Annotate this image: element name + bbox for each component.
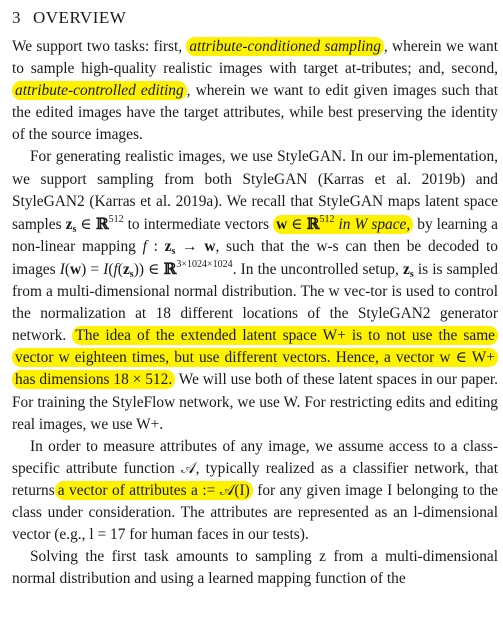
- highlight-attribute-controlled-editing: attribute-controlled editing: [12, 81, 187, 100]
- decode-expression: I: [59, 260, 65, 278]
- paragraph-1: [12, 36, 498, 146]
- w-space-label: in W space,: [334, 215, 411, 233]
- highlight-w-space: w ∈ ℝ$^{512}$ in W space,: [273, 215, 413, 234]
- z-s-symbol-2: $z_s$: [164, 237, 176, 257]
- p1-text-b: , wherein we want to sample high-quality realistic images with target at-tributes; and, second,: [12, 38, 498, 78]
- paragraph-4: [12, 546, 498, 590]
- p1-text-c: , wherein we want to edit given images such that the edited images have the target attributes, while best preserving the identity of the source images.: [12, 82, 498, 144]
- p2-text-e: is sampled from a multi-dimensional normal distribution. The w vec-tor is used to control the normalization at 18 different locations of the StyleGAN2 generator network.: [12, 260, 498, 345]
- paragraph-2: For generating realistic images, we use StyleGAN. In our im-plementation, we support sampling from both StyleGAN (Karras et al. 2019b) and StyleGAN2 (Karras et al. 2019a). We recall that StyleGAN maps latent space samples $z_s$ ∈ ℝ$^{512}$ to intermediate vectors w ∈ ℝ$^{512}$ in W space, by learning a non-linear mapping f : $z_s \to w$, such that the w-s can then be decoded to images $I(w) = I(f(z_s))$ ∈ ℝ$^{3\times 1024\times 1024}$. In the uncontrolled setup, $z_s$ is is sampled from a multi-dimensional normal distribution. The w vec-tor is used to control the normalization at 18 different locations of the StyleGAN2 generator network. The idea of the extended latent space W+ is to not use the same vector w eighteen times, but use different vectors. Hence, a vector w ∈ W+ has dimensions 18 × 512. We will use both of these latent spaces in our paper. For training the StyleFlow network, we use W. For restricting edits and editing real images, we use W+.: [12, 148, 499, 433]
- w-symbol: w: [276, 215, 288, 233]
- highlight-attribute-conditioned-sampling: attribute-conditioned sampling: [186, 37, 384, 56]
- highlight-attribute-vector: a vector of attributes a := 𝒜(I): [55, 481, 253, 500]
- section-heading: [12, 6, 498, 30]
- p3-text-a: In order to measure attributes of any image, we assume access to a class-specific attribute function 𝒜, typically realized as a classifier network, that returns: [12, 437, 498, 499]
- p4-text-a: Solving the first task amounts to sampling z from a multi-dimensional normal distribution and using a learned mapping function of the: [12, 548, 498, 588]
- reals-symbol-2: ℝ: [306, 214, 320, 233]
- p1-text-a: We support two tasks: first,: [12, 38, 187, 55]
- z-s-symbol-3: $z_s$: [402, 260, 414, 280]
- w-dim: 512: [319, 213, 335, 225]
- p2-text-d: . In the uncontrolled setup,: [232, 260, 403, 278]
- p2-text-c: , such that the w-s can then be decoded to images: [12, 237, 498, 278]
- section-number: 3: [12, 8, 21, 27]
- section-title: OVERVIEW: [33, 8, 127, 27]
- p2-text-f: We will use both of these latent spaces in our paper. For training the StyleFlow network, we use W. For restricting edits and editing real images, we use W+.: [12, 371, 499, 433]
- f-symbol: f: [142, 237, 147, 255]
- dim-512: 512: [108, 213, 124, 225]
- p2-text-a: For generating realistic images, we use StyleGAN. In our im-plementation, we support sampling from both StyleGAN (Karras et al. 2019b) and StyleGAN2 (Karras et al. 2019a). We recall that StyleGAN maps latent space samples: [12, 148, 498, 233]
- highlight-extended-latent-space: The idea of the extended latent space W+ is to not use the same vector w eighteen times, but use different vectors. Hence, a vector w ∈ W+ has dimensions 18 × 512.: [12, 326, 498, 389]
- p3-text-b: for any given image I belonging to the class under consideration. The attributes are represented as an l-dimensional vector (e.g., l = 17 for human faces in our tests).: [12, 481, 498, 544]
- paragraph-3: [12, 436, 498, 546]
- reals-symbol: ℝ: [95, 214, 109, 233]
- z-s-symbol: $z_s$: [65, 215, 77, 235]
- paper-page: [12, 6, 498, 590]
- w-symbol-2: w: [204, 237, 216, 255]
- p2-text-b: by learning a non-linear mapping: [12, 215, 498, 255]
